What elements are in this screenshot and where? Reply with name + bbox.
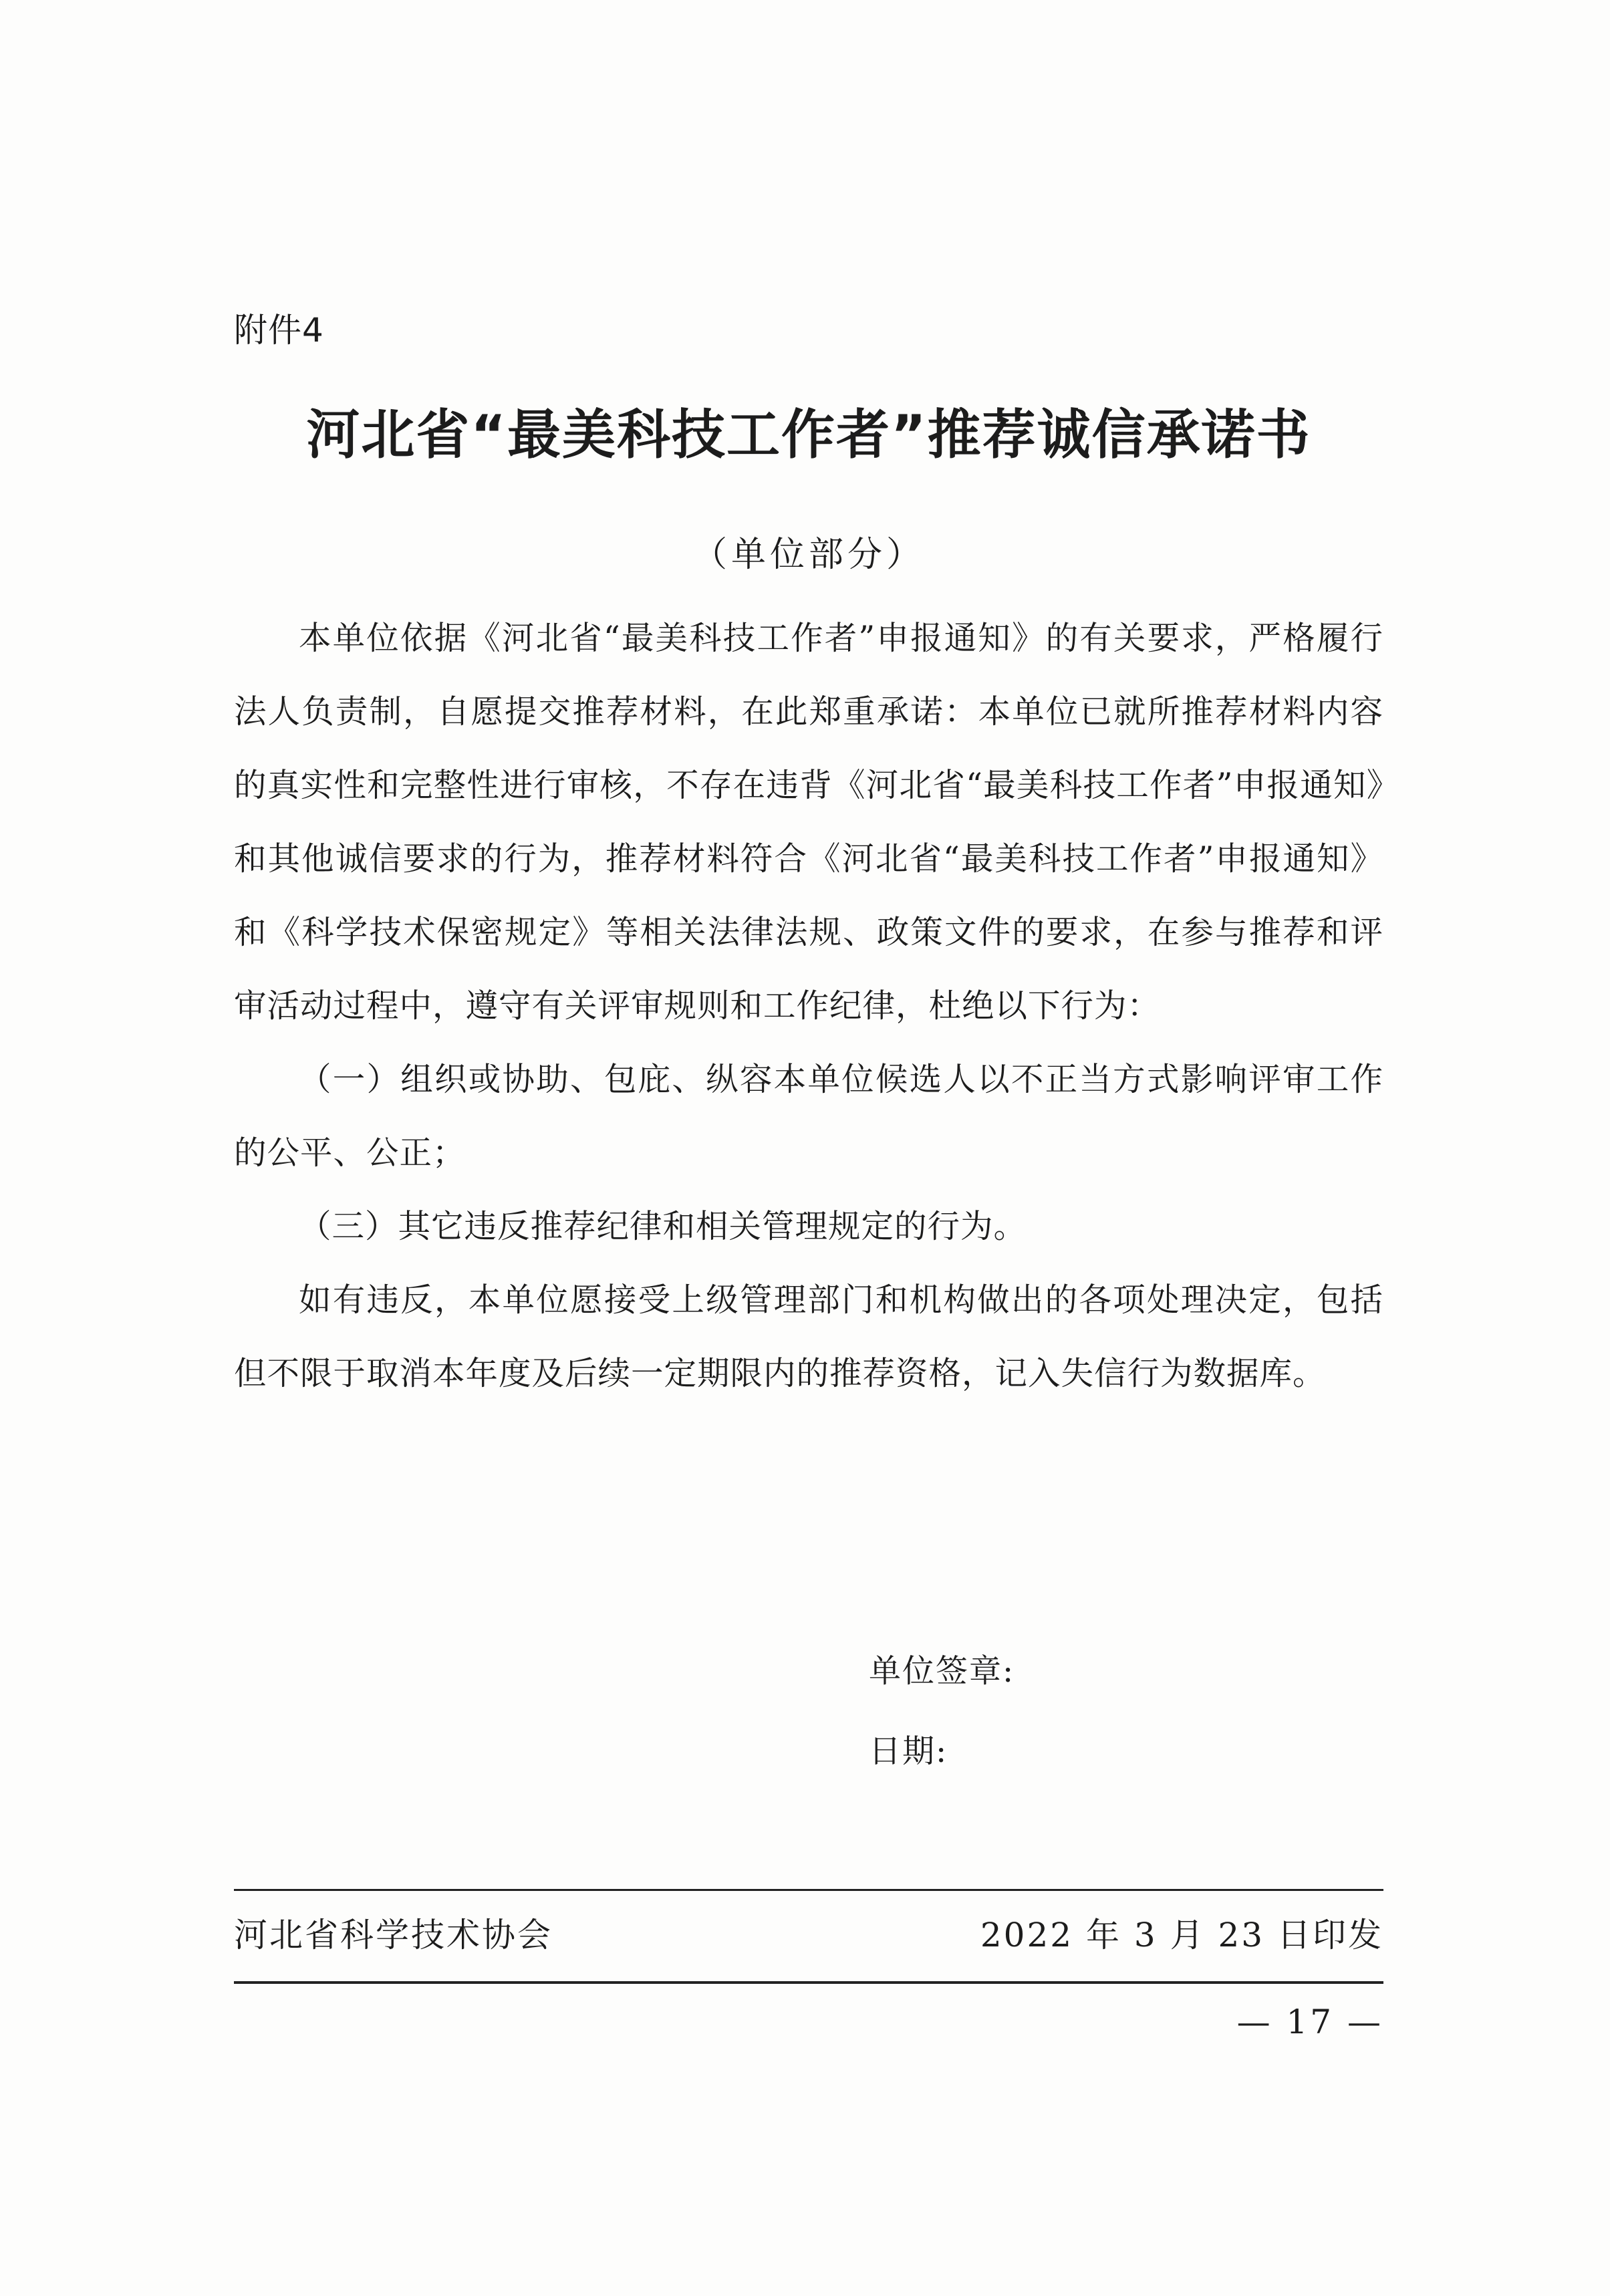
footer-rule-top: [234, 1889, 1383, 1891]
paragraph-item-one: （一）组织或协助、包庇、纵容本单位候选人以不正当方式影响评审工作的公平、公正；: [234, 1061, 1383, 1172]
page-number: — 17 —: [1236, 2003, 1383, 2041]
document-title: 河北省“最美科技工作者”推荐诚信承诺书: [306, 404, 1311, 466]
paragraph-commitment: 本单位依据《河北省“最美科技工作者”申报通知》的有关要求，严格履行法人负责制，自愿提交推荐材料，在此郑重承诺：本单位已就所推荐材料内容的真实性和完整性进行审核，不存在违背《河北省“最美科技工作者”申报通知》和其他诚信要求的行为，推荐材料符合《河北省“最美科技工作者”申报通知》和《科学技术保密规定》等相关法律法规、政策文件的要求，在参与推荐和评审活动过程中，遵守有关评审规则和工作纪律，杜绝以下行为：: [234, 620, 1383, 1025]
footer-issuer: 河北省科学技术协会: [234, 1916, 553, 1954]
paragraph-item-three: （三）其它违反推荐纪律和相关管理规定的行为。: [299, 1208, 1027, 1245]
document-subtitle: （单位部分）: [692, 535, 925, 575]
attachment-label: 附件4: [234, 311, 324, 350]
seal-label: 单位签章:: [869, 1652, 1015, 1690]
document-body: [234, 602, 1383, 1410]
signature-block: [869, 1631, 1015, 1791]
footer-issue-date: 2022 年 3 月 23 日印发: [980, 1916, 1383, 1954]
paragraph-violation: 如有违反，本单位愿接受上级管理部门和机构做出的各项处理决定，包括但不限于取消本年度及后续一定期限内的推荐资格，记入失信行为数据库。: [234, 1281, 1383, 1392]
footer-rule-bottom: [234, 1981, 1383, 1984]
date-label: 日期:: [869, 1733, 948, 1770]
